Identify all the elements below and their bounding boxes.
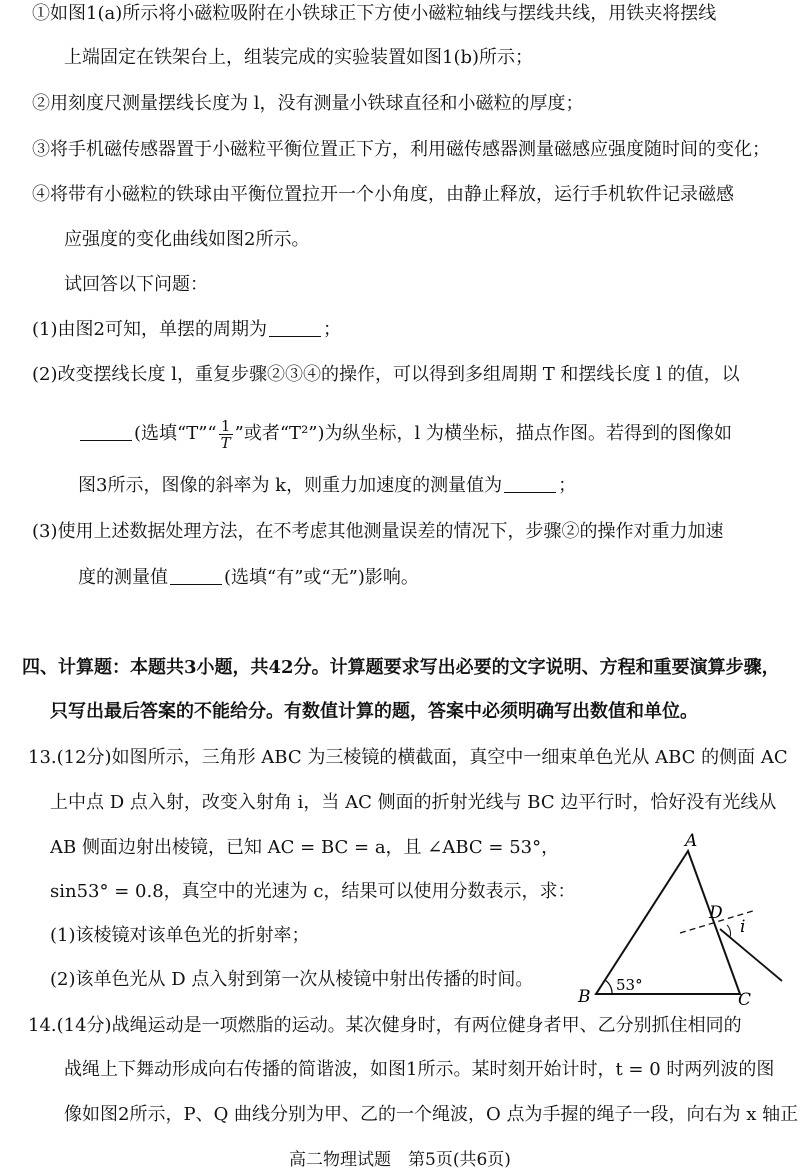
answer-blank — [80, 422, 132, 441]
step-1-line-2: 上端固定在铁架台上，组装完成的实验装置如图1(b)所示； — [64, 47, 534, 68]
question-2-line-3-end: ； — [558, 475, 577, 496]
step-3: ③将手机磁传感器置于小磁粒平衡位置正下方，利用磁传感器测量磁感应强度随时间的变化； — [32, 139, 770, 160]
fraction-denominator: T — [220, 433, 231, 452]
question-3-line-2 — [78, 566, 419, 590]
problem-13-line-4: sin53° = 0.8，真空中的光速为 c，结果可以使用分数表示，求： — [50, 881, 576, 902]
answer-blank — [504, 474, 556, 493]
question-2-line-3-text: 图3所示，图像的斜率为 k，则重力加速度的测量值为 — [78, 475, 503, 496]
problem-13-line-6: (2)该单色光从 D 点入射到第一次从棱镜中射出传播的时间。 — [50, 969, 534, 990]
problem-14-line-2: 战绳上下舞动形成向右传播的简谐波，如图1所示。某时刻开始计时，t = 0 时两列波的图 — [64, 1059, 775, 1080]
question-3-line-1: (3)使用上述数据处理方法，在不考虑其他测量误差的情况下，步骤②的操作对重力加速 — [32, 521, 724, 542]
step-2: ②用刻度尺测量摆线长度为 l，没有测量小铁球直径和小磁粒的厚度； — [32, 93, 584, 114]
vertex-a-label: A — [685, 831, 698, 851]
question-3-line-2-b: (选填“有”或“无”)影响。 — [224, 567, 419, 588]
question-2-line-1: (2)改变摆线长度 l，重复步骤②③④的操作，可以得到多组周期 T 和摆线长度 l 的值，以 — [32, 364, 740, 385]
problem-13-line-5: (1)该棱镜对该单色光的折射率； — [50, 925, 310, 946]
step-4-line-2: 应强度的变化曲线如图2所示。 — [64, 229, 310, 250]
problem-13-line-2: 上中点 D 点入射，改变入射角 i，当 AC 侧面的折射光线与 BC 边平行时，恰好没有光线从 — [50, 792, 777, 813]
section-4-heading-line-2: 只写出最后答案的不能给分。有数值计算的题，答案中必须明确写出数值和单位。 — [50, 701, 698, 722]
fraction-numerator: 1 — [219, 418, 233, 435]
problem-14-line-3: 像如图2所示，P、Q 曲线分别为甲、乙的一个绳波，O 点为手握的绳子一段，向右为 x 轴正 — [64, 1104, 799, 1125]
question-2-line-2-a: (选填“T”“ — [134, 423, 217, 444]
prism-figure — [572, 828, 794, 1008]
angle-53-label: 53° — [616, 976, 643, 994]
point-d-label: D — [709, 903, 723, 923]
question-1 — [32, 318, 341, 342]
problem-13-line-3: AB 侧面边射出棱镜，已知 AC = BC = a，且 ∠ABC = 53°， — [50, 837, 560, 858]
questions-intro: 试回答以下问题： — [64, 274, 208, 295]
problem-14-line-1: 14.(14分)战绳运动是一项燃脂的运动。某次健身时，有两位健身者甲、乙分别抓住相同的 — [28, 1015, 742, 1036]
question-2-line-3 — [78, 474, 576, 498]
question-2-line-2-b: ”或者“T²”)为纵坐标，l 为横坐标，描点作图。若得到的图像如 — [234, 423, 732, 444]
question-2-line-2 — [78, 412, 732, 456]
page-footer: 高二物理试题 第5页(共6页) — [289, 1150, 511, 1170]
step-1-line-1: ①如图1(a)所示将小磁粒吸附在小铁球正下方使小磁粒轴线与摆线共线，用铁夹将摆线 — [32, 3, 717, 24]
fraction-1-over-t — [219, 418, 233, 451]
section-4-heading-line-1: 四、计算题：本题共3小题，共42分。计算题要求写出必要的文字说明、方程和重要演算步骤， — [22, 657, 780, 678]
angle-arc — [605, 980, 612, 994]
problem-13-line-1: 13.(12分)如图所示，三角形 ABC 为三棱镜的横截面，真空中一细束单色光从 ABC 的侧面 AC — [28, 747, 788, 768]
question-3-line-2-a: 度的测量值 — [78, 567, 168, 588]
vertex-b-label: B — [578, 987, 591, 1007]
vertex-c-label: C — [738, 990, 752, 1008]
answer-blank — [170, 566, 222, 585]
question-1-text: (1)由图2可知，单摆的周期为 — [32, 319, 267, 340]
incident-ray — [720, 929, 782, 981]
incidence-angle-label: i — [740, 917, 746, 937]
step-4-line-1: ④将带有小磁粒的铁球由平衡位置拉开一个小角度，由静止释放，运行手机软件记录磁感 — [32, 184, 734, 205]
answer-blank — [269, 318, 321, 337]
question-1-end: ； — [322, 319, 341, 340]
